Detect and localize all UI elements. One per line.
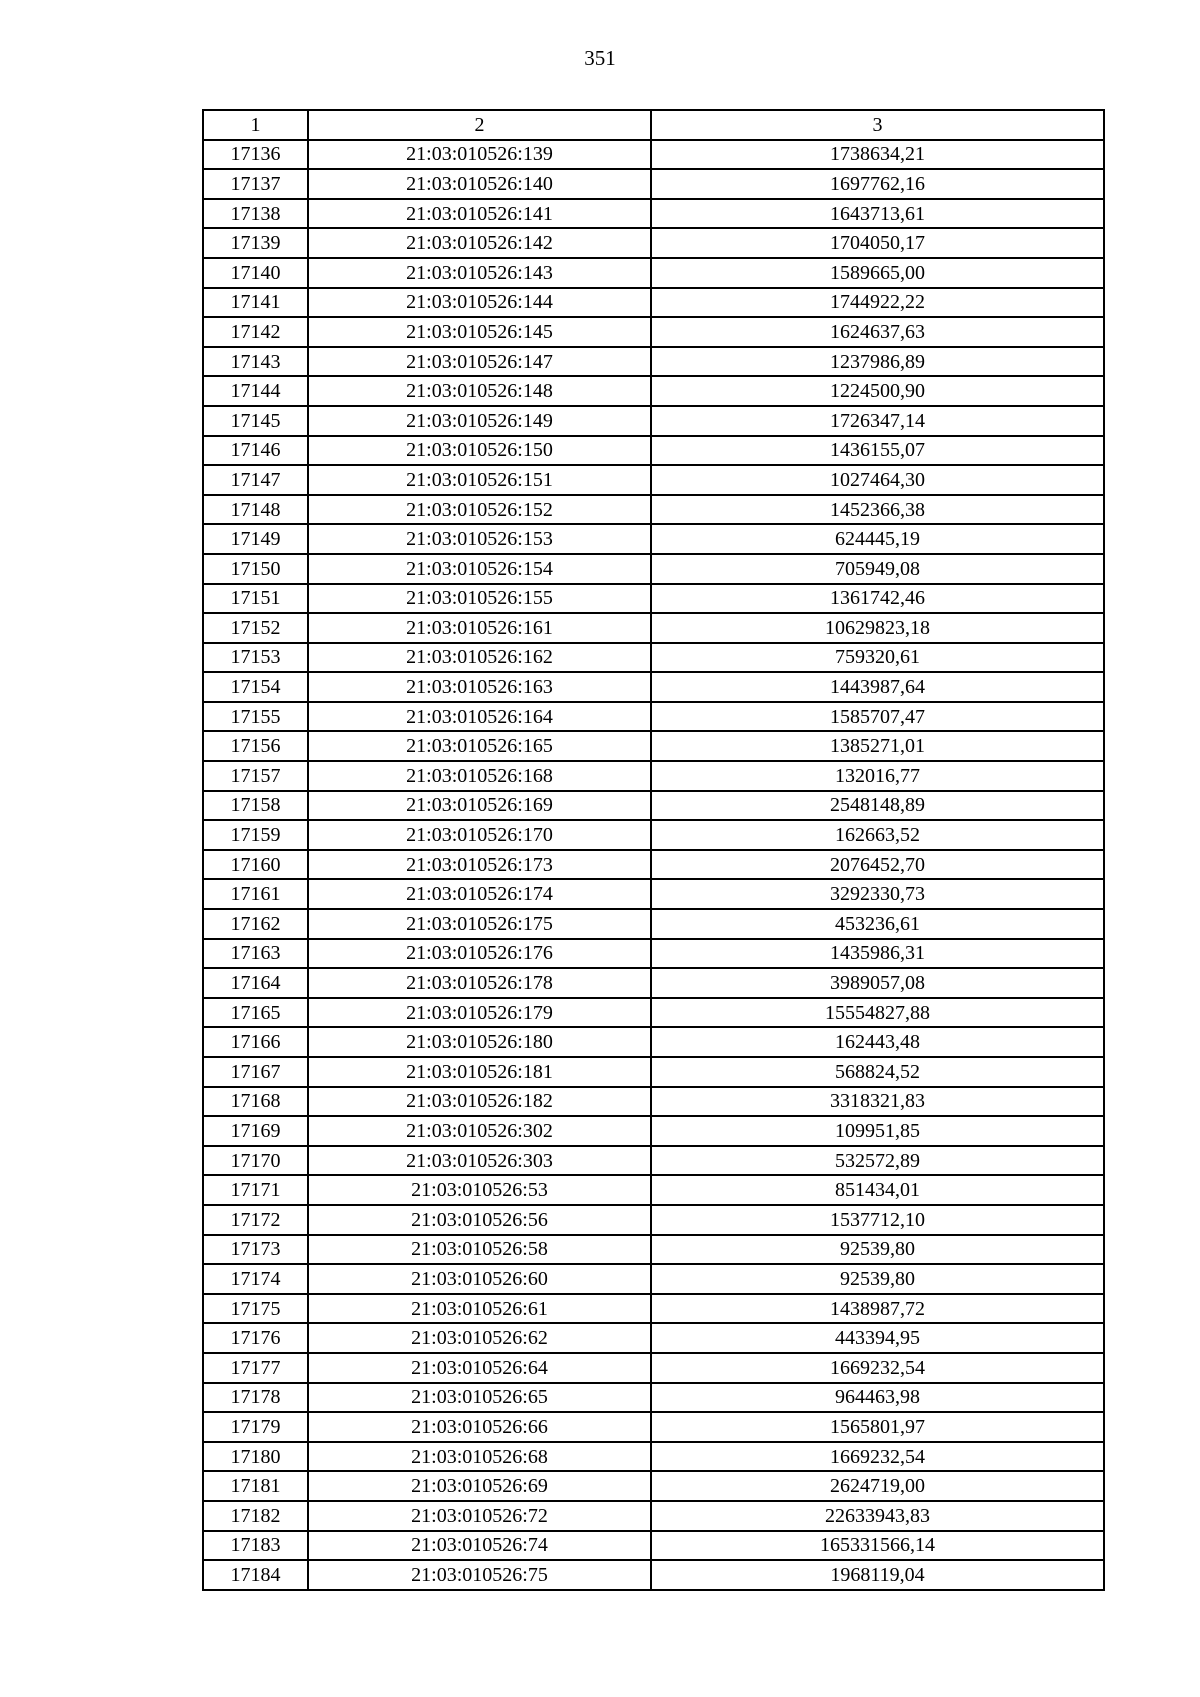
table-row [203, 584, 1104, 614]
row-number-cell: 17150 [203, 554, 308, 584]
column-header-2: 2 [308, 110, 651, 140]
table-row [203, 1057, 1104, 1087]
row-number-cell: 17157 [203, 761, 308, 791]
table-row [203, 731, 1104, 761]
table-row [203, 909, 1104, 939]
row-number-cell: 17169 [203, 1116, 308, 1146]
table-row [203, 791, 1104, 821]
cadastral-value-cell: 1726347,14 [651, 406, 1104, 436]
cadastral-number-cell: 21:03:010526:174 [308, 879, 651, 909]
table-row [203, 1560, 1104, 1590]
table-row [203, 1294, 1104, 1324]
cadastral-number-cell: 21:03:010526:142 [308, 228, 651, 258]
cadastral-value-cell: 851434,01 [651, 1175, 1104, 1205]
cadastral-number-cell: 21:03:010526:147 [308, 347, 651, 377]
cadastral-value-cell: 964463,98 [651, 1383, 1104, 1413]
cadastral-value-cell: 453236,61 [651, 909, 1104, 939]
row-number-cell: 17164 [203, 968, 308, 998]
cadastral-value-cell: 705949,08 [651, 554, 1104, 584]
cadastral-number-cell: 21:03:010526:163 [308, 672, 651, 702]
cadastral-value-cell: 1237986,89 [651, 347, 1104, 377]
cadastral-value-cell: 1438987,72 [651, 1294, 1104, 1324]
cadastral-number-cell: 21:03:010526:62 [308, 1323, 651, 1353]
table-row [203, 1383, 1104, 1413]
cadastral-value-cell: 1669232,54 [651, 1442, 1104, 1472]
cadastral-value-cell: 1435986,31 [651, 939, 1104, 969]
row-number-cell: 17158 [203, 791, 308, 821]
cadastral-number-cell: 21:03:010526:64 [308, 1353, 651, 1383]
cadastral-number-cell: 21:03:010526:162 [308, 643, 651, 673]
row-number-cell: 17163 [203, 939, 308, 969]
cadastral-number-cell: 21:03:010526:165 [308, 731, 651, 761]
cadastral-number-cell: 21:03:010526:152 [308, 495, 651, 525]
cadastral-number-cell: 21:03:010526:170 [308, 820, 651, 850]
table-row [203, 1412, 1104, 1442]
cadastral-value-cell: 92539,80 [651, 1264, 1104, 1294]
cadastral-value-cell: 443394,95 [651, 1323, 1104, 1353]
cadastral-value-cell: 3292330,73 [651, 879, 1104, 909]
cadastral-number-cell: 21:03:010526:153 [308, 524, 651, 554]
cadastral-number-cell: 21:03:010526:161 [308, 613, 651, 643]
cadastral-number-cell: 21:03:010526:53 [308, 1175, 651, 1205]
row-number-cell: 17166 [203, 1027, 308, 1057]
cadastral-number-cell: 21:03:010526:155 [308, 584, 651, 614]
cadastral-number-cell: 21:03:010526:139 [308, 140, 651, 170]
cadastral-number-cell: 21:03:010526:149 [308, 406, 651, 436]
cadastral-value-cell: 1968119,04 [651, 1560, 1104, 1590]
row-number-cell: 17154 [203, 672, 308, 702]
cadastral-value-cell: 1452366,38 [651, 495, 1104, 525]
cadastral-value-cell: 3318321,83 [651, 1087, 1104, 1117]
cadastral-value-cell: 1704050,17 [651, 228, 1104, 258]
cadastral-value-cell: 759320,61 [651, 643, 1104, 673]
column-header-1: 1 [203, 110, 308, 140]
cadastral-value-cell: 532572,89 [651, 1146, 1104, 1176]
table-row [203, 1323, 1104, 1353]
cadastral-value-cell: 568824,52 [651, 1057, 1104, 1087]
cadastral-value-cell: 1027464,30 [651, 465, 1104, 495]
cadastral-number-cell: 21:03:010526:66 [308, 1412, 651, 1442]
table-row [203, 199, 1104, 229]
cadastral-number-cell: 21:03:010526:58 [308, 1235, 651, 1265]
cadastral-value-cell: 22633943,83 [651, 1501, 1104, 1531]
table-row [203, 1501, 1104, 1531]
row-number-cell: 17172 [203, 1205, 308, 1235]
row-number-cell: 17140 [203, 258, 308, 288]
cadastral-number-cell: 21:03:010526:179 [308, 998, 651, 1028]
table-row [203, 1175, 1104, 1205]
cadastral-number-cell: 21:03:010526:145 [308, 317, 651, 347]
table-row [203, 140, 1104, 170]
table-row [203, 1471, 1104, 1501]
cadastral-number-cell: 21:03:010526:180 [308, 1027, 651, 1057]
table-row [203, 998, 1104, 1028]
row-number-cell: 17139 [203, 228, 308, 258]
row-number-cell: 17171 [203, 1175, 308, 1205]
cadastral-value-cell: 3989057,08 [651, 968, 1104, 998]
cadastral-value-cell: 109951,85 [651, 1116, 1104, 1146]
cadastral-value-cell: 1565801,97 [651, 1412, 1104, 1442]
row-number-cell: 17142 [203, 317, 308, 347]
row-number-cell: 17165 [203, 998, 308, 1028]
table-row [203, 1146, 1104, 1176]
table-row [203, 850, 1104, 880]
cadastral-value-cell: 1537712,10 [651, 1205, 1104, 1235]
cadastral-number-cell: 21:03:010526:175 [308, 909, 651, 939]
row-number-cell: 17146 [203, 436, 308, 466]
table-row [203, 347, 1104, 377]
cadastral-value-cell: 92539,80 [651, 1235, 1104, 1265]
row-number-cell: 17182 [203, 1501, 308, 1531]
table-row [203, 406, 1104, 436]
table-row [203, 702, 1104, 732]
cadastral-value-cell: 1669232,54 [651, 1353, 1104, 1383]
row-number-cell: 17149 [203, 524, 308, 554]
row-number-cell: 17159 [203, 820, 308, 850]
cadastral-number-cell: 21:03:010526:56 [308, 1205, 651, 1235]
row-number-cell: 17155 [203, 702, 308, 732]
cadastral-value-cell: 162663,52 [651, 820, 1104, 850]
row-number-cell: 17138 [203, 199, 308, 229]
row-number-cell: 17180 [203, 1442, 308, 1472]
column-header-3: 3 [651, 110, 1104, 140]
cadastral-number-cell: 21:03:010526:178 [308, 968, 651, 998]
row-number-cell: 17170 [203, 1146, 308, 1176]
table-row [203, 1264, 1104, 1294]
table-row [203, 495, 1104, 525]
row-number-cell: 17179 [203, 1412, 308, 1442]
row-number-cell: 17173 [203, 1235, 308, 1265]
table-header-row [203, 110, 1104, 140]
table-row [203, 465, 1104, 495]
table-row [203, 1087, 1104, 1117]
cadastral-number-cell: 21:03:010526:69 [308, 1471, 651, 1501]
row-number-cell: 17168 [203, 1087, 308, 1117]
table-row [203, 1353, 1104, 1383]
row-number-cell: 17184 [203, 1560, 308, 1590]
row-number-cell: 17136 [203, 140, 308, 170]
cadastral-number-cell: 21:03:010526:181 [308, 1057, 651, 1087]
cadastral-number-cell: 21:03:010526:164 [308, 702, 651, 732]
row-number-cell: 17175 [203, 1294, 308, 1324]
table-row [203, 1531, 1104, 1561]
cadastral-value-cell: 162443,48 [651, 1027, 1104, 1057]
row-number-cell: 17148 [203, 495, 308, 525]
cadastral-number-cell: 21:03:010526:72 [308, 1501, 651, 1531]
row-number-cell: 17147 [203, 465, 308, 495]
cadastral-number-cell: 21:03:010526:75 [308, 1560, 651, 1590]
row-number-cell: 17176 [203, 1323, 308, 1353]
table-row [203, 1027, 1104, 1057]
page-number: 351 [584, 46, 616, 70]
table-row [203, 524, 1104, 554]
cadastral-number-cell: 21:03:010526:148 [308, 376, 651, 406]
cadastral-value-cell: 1385271,01 [651, 731, 1104, 761]
table-row [203, 258, 1104, 288]
table-row [203, 169, 1104, 199]
cadastral-number-cell: 21:03:010526:182 [308, 1087, 651, 1117]
row-number-cell: 17151 [203, 584, 308, 614]
cadastral-value-cell: 2624719,00 [651, 1471, 1104, 1501]
table-row [203, 879, 1104, 909]
cadastral-number-cell: 21:03:010526:169 [308, 791, 651, 821]
cadastral-value-cell: 132016,77 [651, 761, 1104, 791]
cadastral-value-cell: 1697762,16 [651, 169, 1104, 199]
row-number-cell: 17143 [203, 347, 308, 377]
cadastral-number-cell: 21:03:010526:150 [308, 436, 651, 466]
table-body [203, 140, 1104, 1590]
cadastral-number-cell: 21:03:010526:68 [308, 1442, 651, 1472]
row-number-cell: 17153 [203, 643, 308, 673]
cadastral-number-cell: 21:03:010526:168 [308, 761, 651, 791]
cadastral-value-table [202, 109, 1105, 1591]
table-row [203, 288, 1104, 318]
table-row [203, 761, 1104, 791]
cadastral-value-cell: 1361742,46 [651, 584, 1104, 614]
cadastral-value-cell: 1589665,00 [651, 258, 1104, 288]
cadastral-number-cell: 21:03:010526:176 [308, 939, 651, 969]
row-number-cell: 17161 [203, 879, 308, 909]
table-row [203, 1205, 1104, 1235]
cadastral-value-cell: 15554827,88 [651, 998, 1104, 1028]
cadastral-value-cell: 1224500,90 [651, 376, 1104, 406]
cadastral-number-cell: 21:03:010526:140 [308, 169, 651, 199]
table-row [203, 939, 1104, 969]
table-row [203, 1116, 1104, 1146]
cadastral-value-cell: 1643713,61 [651, 199, 1104, 229]
row-number-cell: 17177 [203, 1353, 308, 1383]
row-number-cell: 17145 [203, 406, 308, 436]
row-number-cell: 17160 [203, 850, 308, 880]
row-number-cell: 17183 [203, 1531, 308, 1561]
cadastral-value-cell: 1585707,47 [651, 702, 1104, 732]
cadastral-number-cell: 21:03:010526:302 [308, 1116, 651, 1146]
cadastral-number-cell: 21:03:010526:154 [308, 554, 651, 584]
cadastral-number-cell: 21:03:010526:141 [308, 199, 651, 229]
row-number-cell: 17141 [203, 288, 308, 318]
table-row [203, 1442, 1104, 1472]
table-row [203, 968, 1104, 998]
cadastral-number-cell: 21:03:010526:144 [308, 288, 651, 318]
table-row [203, 228, 1104, 258]
row-number-cell: 17178 [203, 1383, 308, 1413]
row-number-cell: 17137 [203, 169, 308, 199]
row-number-cell: 17162 [203, 909, 308, 939]
cadastral-number-cell: 21:03:010526:143 [308, 258, 651, 288]
row-number-cell: 17144 [203, 376, 308, 406]
cadastral-value-cell: 1738634,21 [651, 140, 1104, 170]
row-number-cell: 17152 [203, 613, 308, 643]
cadastral-value-cell: 1744922,22 [651, 288, 1104, 318]
table-row [203, 436, 1104, 466]
cadastral-number-cell: 21:03:010526:74 [308, 1531, 651, 1561]
table-row [203, 672, 1104, 702]
cadastral-number-cell: 21:03:010526:151 [308, 465, 651, 495]
table-row [203, 1235, 1104, 1265]
cadastral-number-cell: 21:03:010526:60 [308, 1264, 651, 1294]
cadastral-number-cell: 21:03:010526:65 [308, 1383, 651, 1413]
cadastral-value-cell: 165331566,14 [651, 1531, 1104, 1561]
cadastral-value-cell: 1443987,64 [651, 672, 1104, 702]
cadastral-number-cell: 21:03:010526:173 [308, 850, 651, 880]
cadastral-value-cell: 2548148,89 [651, 791, 1104, 821]
cadastral-value-cell: 2076452,70 [651, 850, 1104, 880]
cadastral-value-cell: 624445,19 [651, 524, 1104, 554]
row-number-cell: 17181 [203, 1471, 308, 1501]
cadastral-number-cell: 21:03:010526:61 [308, 1294, 651, 1324]
table-row [203, 820, 1104, 850]
table-row [203, 643, 1104, 673]
cadastral-value-cell: 1436155,07 [651, 436, 1104, 466]
table-row [203, 317, 1104, 347]
table-row [203, 613, 1104, 643]
cadastral-number-cell: 21:03:010526:303 [308, 1146, 651, 1176]
table-row [203, 376, 1104, 406]
row-number-cell: 17156 [203, 731, 308, 761]
row-number-cell: 17174 [203, 1264, 308, 1294]
cadastral-value-cell: 1624637,63 [651, 317, 1104, 347]
row-number-cell: 17167 [203, 1057, 308, 1087]
cadastral-value-cell: 10629823,18 [651, 613, 1104, 643]
table-row [203, 554, 1104, 584]
